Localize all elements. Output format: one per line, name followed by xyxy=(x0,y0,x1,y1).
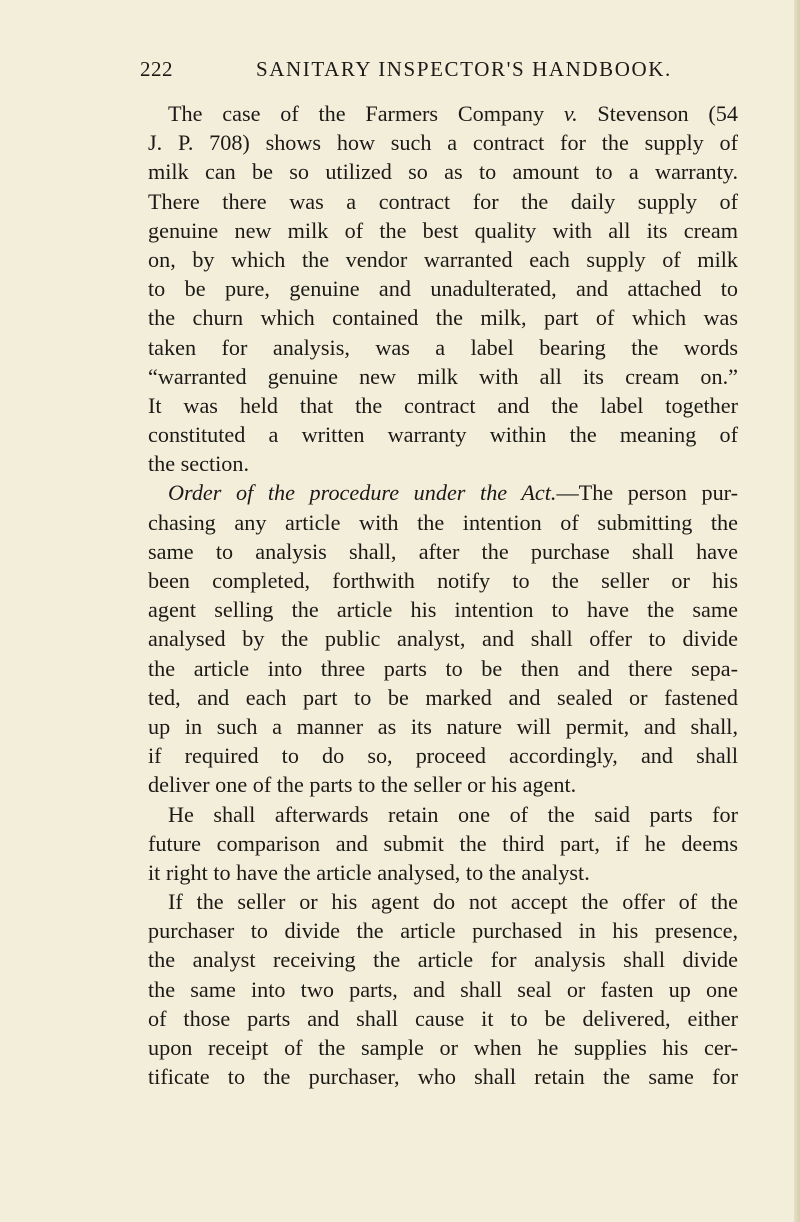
text-line: agent selling the article his intention to have the same xyxy=(148,597,738,623)
text-line: future comparison and submit the third part, if he deems xyxy=(148,830,738,856)
text-line: analysed by the public analyst, and shall offer to divide xyxy=(148,626,738,652)
text-line: the analyst receiving the article for analysis shall divide xyxy=(148,947,738,973)
text-line: it right to have the article analysed, to the analyst. xyxy=(148,859,590,885)
text-line: It was held that the contract and the label together xyxy=(148,392,738,418)
text-line: milk can be so utilized so as to amount to a warranty. xyxy=(148,159,738,185)
text-line: chasing any article with the intention of submitting the xyxy=(148,509,738,535)
text-line: of those parts and shall cause it to be delivered, either xyxy=(148,1005,738,1031)
text-line: If the seller or his agent do not accept the offer of the xyxy=(168,889,738,915)
running-title: SANITARY INSPECTOR'S HANDBOOK. xyxy=(256,57,672,81)
text-line: on, by which the vendor warranted each supply of milk xyxy=(148,246,738,272)
text-line: same to analysis shall, after the purchase shall have xyxy=(148,538,738,564)
text-line: ted, and each part to be marked and sealed or fastened xyxy=(148,684,738,710)
text-line: to be pure, genuine and unadulterated, and attached to xyxy=(148,276,738,302)
text-line: “warranted genuine new milk with all its cream on.” xyxy=(148,363,738,389)
text-line: deliver one of the parts to the seller or his agent. xyxy=(148,772,577,798)
body-text xyxy=(148,99,738,1091)
page-header xyxy=(140,57,732,87)
text-line: if required to do so, proceed accordingly, and shall xyxy=(148,743,738,769)
text-line: the article into three parts to be then and there sepa- xyxy=(148,655,738,681)
text-line: been completed, forthwith notify to the seller or his xyxy=(148,568,738,593)
section-heading-line: Order of the procedure under the Act.—The person pur- xyxy=(168,480,738,506)
text-line: There there was a contract for the daily supply of xyxy=(148,188,738,214)
text-line: genuine new milk of the best quality with all its cream xyxy=(148,217,738,243)
text-line: constituted a written warranty within the meaning of xyxy=(148,422,738,448)
text-line: the section. xyxy=(148,451,250,477)
text-line: up in such a manner as its nature will permit, and shall, xyxy=(148,713,738,739)
text-line: upon receipt of the sample or when he supplies his cer- xyxy=(148,1035,738,1060)
section-heading: Order of the procedure under the Act. xyxy=(168,480,557,506)
text-line: tificate to the purchaser, who shall retain the same for xyxy=(148,1064,738,1090)
text-line: The case of the Farmers Company v. Stevenson (54 xyxy=(168,101,738,126)
text-line: taken for analysis, was a label bearing the words xyxy=(148,334,738,360)
text-line: the churn which contained the milk, part of which was xyxy=(148,305,738,331)
page-number: 222 xyxy=(140,57,173,81)
text-line: J. P. 708) shows how such a contract for the supply of xyxy=(148,130,738,156)
text-line: purchaser to divide the article purchased in his presence, xyxy=(148,918,738,944)
text-line: the same into two parts, and shall seal or fasten up one xyxy=(148,976,738,1002)
page-edge-shadow xyxy=(794,0,800,1222)
text-line: He shall afterwards retain one of the said parts for xyxy=(168,801,738,827)
